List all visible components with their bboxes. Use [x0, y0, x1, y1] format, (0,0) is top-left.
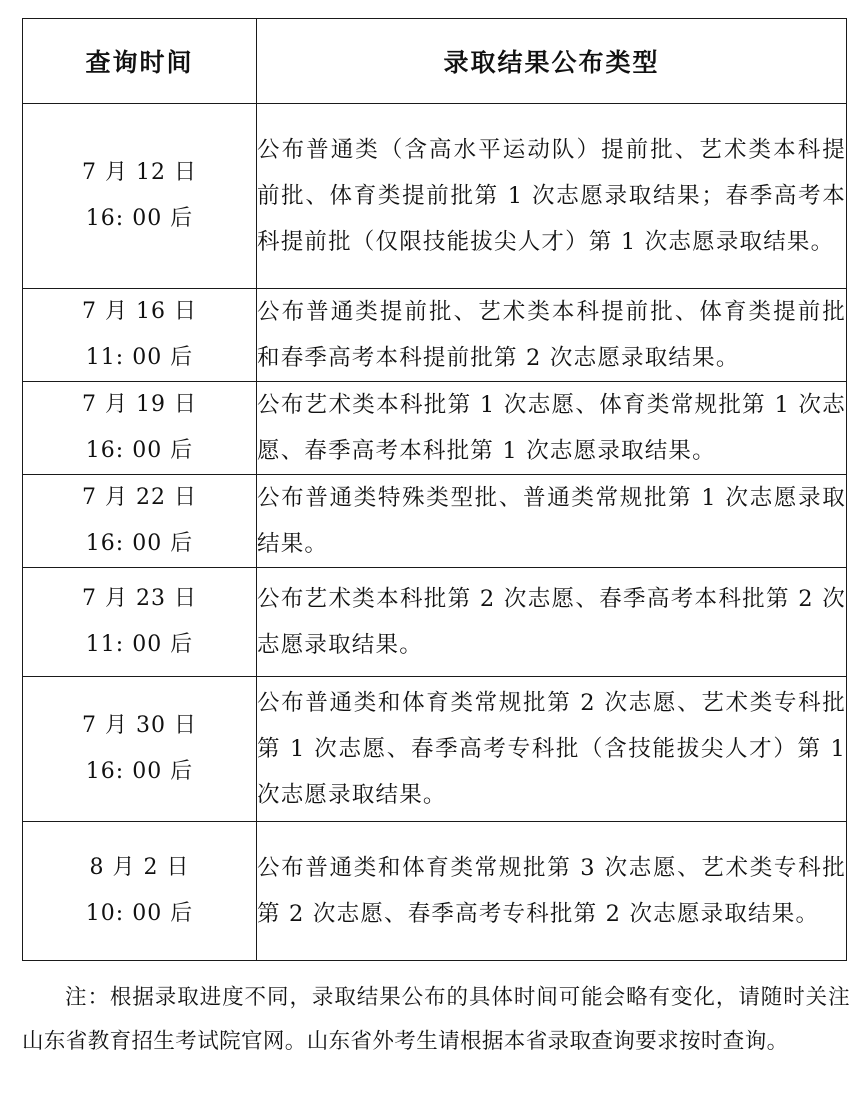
table-row — [23, 475, 847, 568]
query-hour: 16: 00 后 — [85, 206, 194, 231]
footnote: 注：根据录取进度不同，录取结果公布的具体时间可能会略有变化，请随时关注山东省教育招生考试院官网。山东省外考生请根据本省录取查询要求按时查询。 — [22, 985, 850, 1054]
table-row — [23, 382, 847, 475]
query-date: 7 月 30 日 — [82, 713, 197, 738]
query-hour: 16: 00 后 — [85, 438, 194, 463]
query-time-cell — [23, 568, 257, 677]
result-description: 公布普通类特殊类型批、普通类常规批第 1 次志愿录取结果。 — [257, 475, 847, 568]
query-time-cell — [23, 289, 257, 382]
query-hour: 16: 00 后 — [85, 759, 194, 784]
query-hour: 16: 00 后 — [85, 531, 194, 556]
result-description: 公布艺术类本科批第 2 次志愿、春季高考本科批第 2 次志愿录取结果。 — [257, 568, 847, 677]
query-date: 7 月 23 日 — [82, 586, 197, 611]
admission-results-schedule-table — [22, 18, 847, 961]
query-time-cell — [23, 382, 257, 475]
result-description: 公布普通类和体育类常规批第 2 次志愿、艺术类专科批第 1 次志愿、春季高考专科批（含技能拔尖人才）第 1 次志愿录取结果。 — [257, 677, 847, 822]
header-query-time: 查询时间 — [23, 19, 257, 104]
result-description: 公布普通类提前批、艺术类本科提前批、体育类提前批和春季高考本科提前批第 2 次志愿录取结果。 — [257, 289, 847, 382]
table-row — [23, 677, 847, 822]
query-time-cell — [23, 475, 257, 568]
result-description: 公布普通类和体育类常规批第 3 次志愿、艺术类专科批第 2 次志愿、春季高考专科批第 2 次志愿录取结果。 — [257, 822, 847, 961]
result-description: 公布艺术类本科批第 1 次志愿、体育类常规批第 1 次志愿、春季高考本科批第 1 次志愿录取结果。 — [257, 382, 847, 475]
query-date: 7 月 22 日 — [82, 485, 197, 510]
table-header-row — [23, 19, 847, 104]
query-date: 7 月 16 日 — [82, 299, 197, 324]
query-date: 8 月 2 日 — [89, 855, 190, 880]
table-row — [23, 104, 847, 289]
query-hour: 11: 00 后 — [85, 632, 194, 657]
query-time-cell — [23, 104, 257, 289]
query-hour: 11: 00 后 — [85, 345, 194, 370]
query-hour: 10: 00 后 — [85, 901, 194, 926]
result-description: 公布普通类（含高水平运动队）提前批、艺术类本科提前批、体育类提前批第 1 次志愿录取结果；春季高考本科提前批（仅限技能拔尖人才）第 1 次志愿录取结果。 — [257, 104, 847, 289]
table-row — [23, 289, 847, 382]
table-row — [23, 822, 847, 961]
query-time-cell — [23, 822, 257, 961]
query-date: 7 月 19 日 — [82, 392, 197, 417]
header-result-type: 录取结果公布类型 — [257, 19, 847, 104]
table-row — [23, 568, 847, 677]
query-date: 7 月 12 日 — [82, 160, 197, 185]
query-time-cell — [23, 677, 257, 822]
